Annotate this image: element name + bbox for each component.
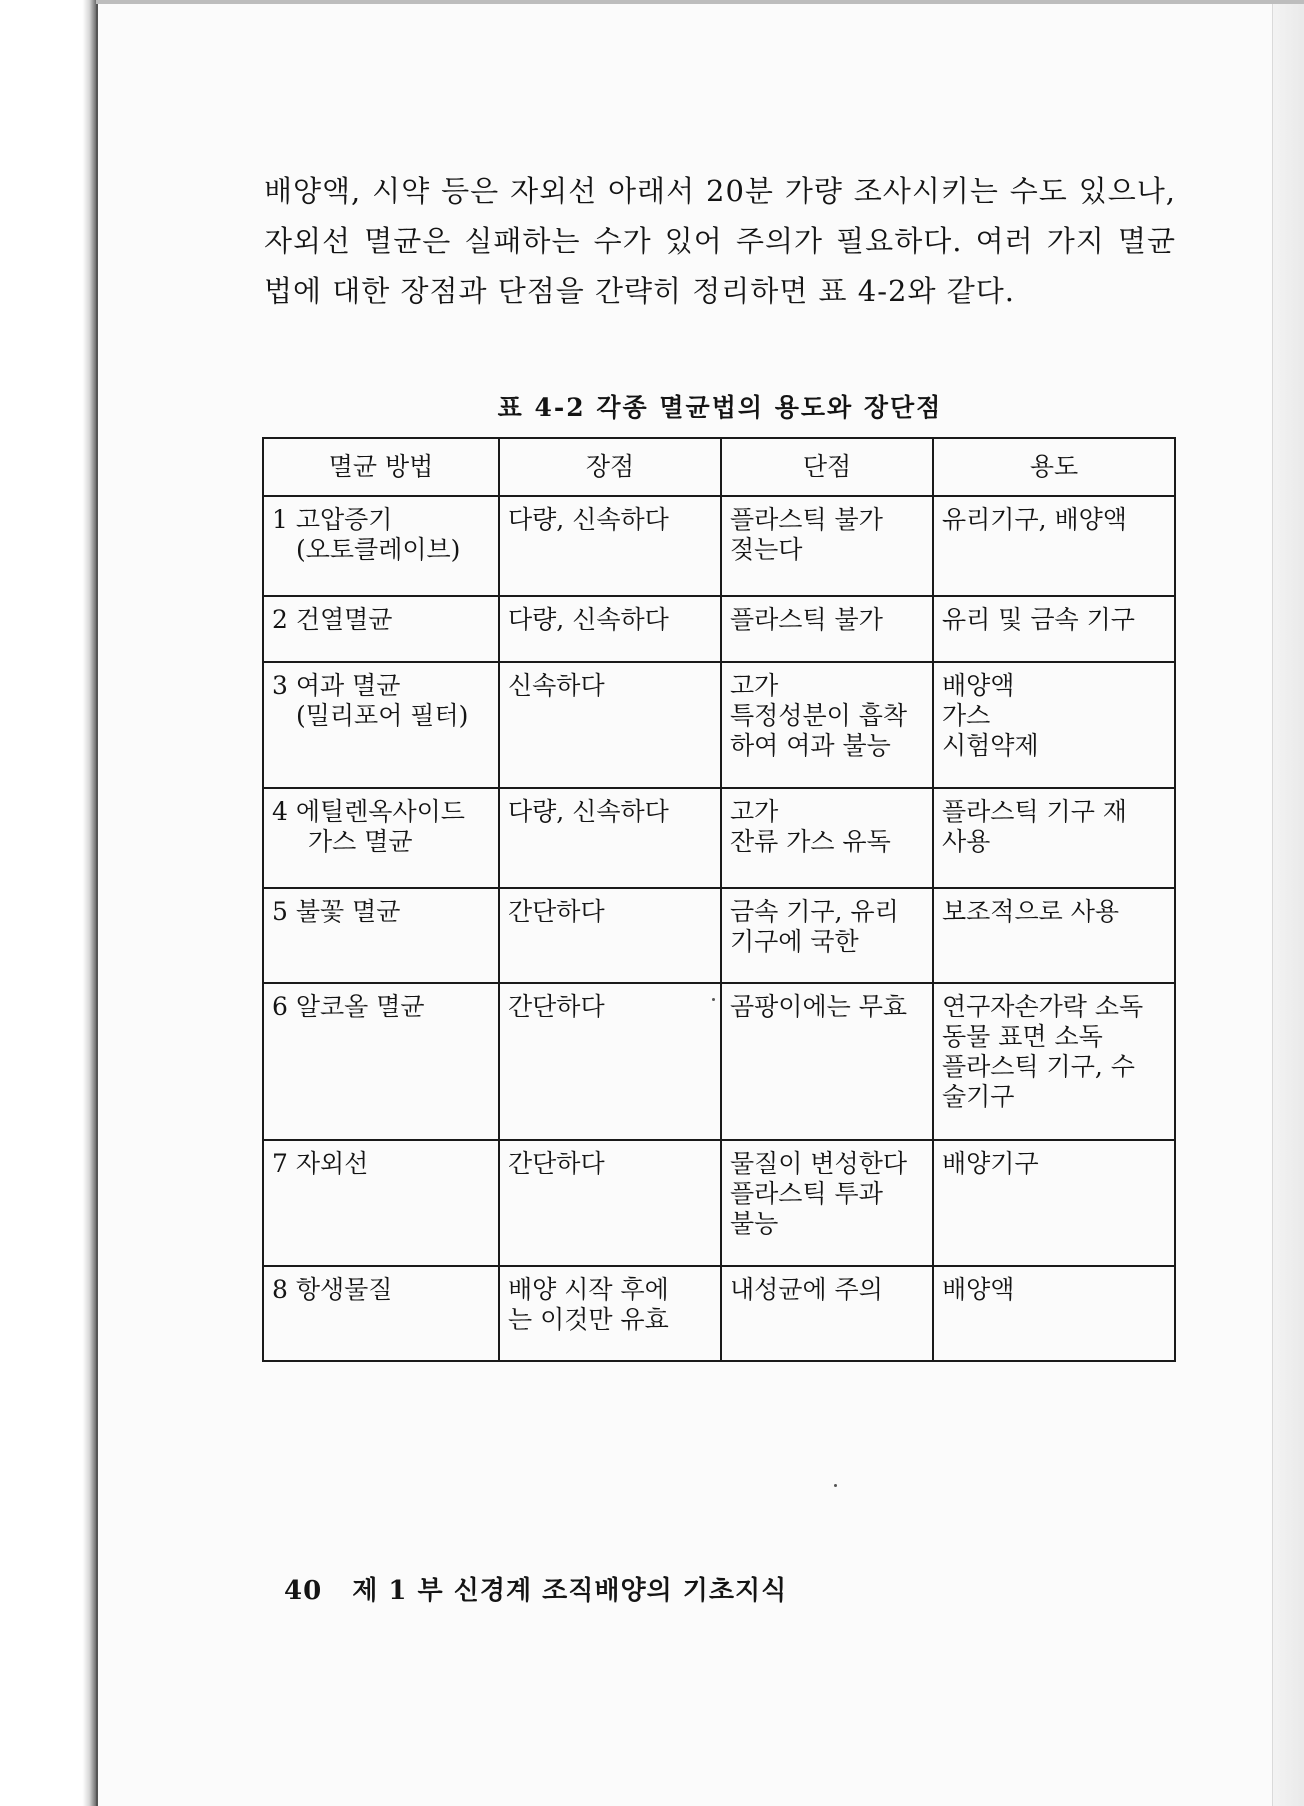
cons-cell: 곰팡이에는 무효 — [721, 983, 933, 1140]
page-binding-shadow — [0, 0, 96, 1806]
uses-cell: 유리기구, 배양액 — [933, 496, 1175, 596]
table-row — [263, 1266, 1175, 1361]
pros-cell: 신속하다 — [499, 662, 721, 788]
pros-cell: 간단하다 — [499, 1140, 721, 1266]
method-name: 4 에틸렌옥사이드 — [272, 797, 465, 826]
cons-cell: 플라스틱 불가 젖는다 — [721, 496, 933, 596]
body-paragraph: 배양액, 시약 등은 자외선 아래서 20분 가량 조사시키는 수도 있으나, 자외선 멸균은 실패하는 수가 있어 주의가 필요하다. 여러 가지 멸균법에 대한 장점과 단점을 간략히 정리하면 표 4-2와 같다. — [264, 174, 1176, 308]
method-cell — [263, 788, 499, 888]
cons-cell: 고가 잔류 가스 유독 — [721, 788, 933, 888]
table-row — [263, 1140, 1175, 1266]
method-name: 5 불꽃 멸균 — [272, 897, 401, 926]
header-method: 멸균 방법 — [263, 438, 499, 496]
page-footer — [284, 1570, 787, 1607]
sterilization-table — [262, 437, 1176, 1362]
header-pros: 장점 — [499, 438, 721, 496]
scan-speck — [834, 1484, 837, 1487]
pros-cell: 간단하다 — [499, 983, 721, 1140]
header-cons: 단점 — [721, 438, 933, 496]
method-cell — [263, 496, 499, 596]
uses-cell: 유리 및 금속 기구 — [933, 596, 1175, 662]
table-row — [263, 888, 1175, 983]
table-caption: 표 4-2 각종 멸균법의 용도와 장단점 — [497, 393, 943, 422]
header-uses: 용도 — [933, 438, 1175, 496]
cons-cell: 물질이 변성한다 플라스틱 투과 불능 — [721, 1140, 933, 1266]
table-row — [263, 596, 1175, 662]
method-cell — [263, 1266, 499, 1361]
method-name: 8 항생물질 — [272, 1275, 393, 1304]
method-cell — [263, 662, 499, 788]
method-name: 2 건열멸균 — [272, 605, 393, 634]
uses-cell: 보조적으로 사용 — [933, 888, 1175, 983]
method-subname: (밀리포어 필터) — [296, 701, 469, 730]
table-row — [263, 983, 1175, 1140]
uses-cell: 플라스틱 기구 재 사용 — [933, 788, 1175, 888]
cons-cell: 금속 기구, 유리 기구에 국한 — [721, 888, 933, 983]
page-top-edge — [96, 0, 1304, 4]
pros-cell: 다량, 신속하다 — [499, 496, 721, 596]
uses-cell: 배양액 가스 시험약제 — [933, 662, 1175, 788]
page-number: 40 — [284, 1576, 323, 1606]
running-title: 제 1 부 신경계 조직배양의 기초지식 — [352, 1576, 788, 1606]
uses-cell: 배양기구 — [933, 1140, 1175, 1266]
method-name: 7 자외선 — [272, 1149, 369, 1178]
method-cell — [263, 1140, 499, 1266]
scan-speck — [712, 998, 715, 1001]
table-row — [263, 788, 1175, 888]
pros-cell: 배양 시작 후에 는 이것만 유효 — [499, 1266, 721, 1361]
pros-cell: 다량, 신속하다 — [499, 788, 721, 888]
method-name: 3 여과 멸균 — [272, 671, 401, 700]
method-subname: (오토클레이브) — [296, 535, 461, 564]
method-name: 6 알코올 멸균 — [272, 992, 425, 1021]
table-header-row — [263, 438, 1175, 496]
cons-cell: 내성균에 주의 — [721, 1266, 933, 1361]
method-cell — [263, 888, 499, 983]
cons-cell: 플라스틱 불가 — [721, 596, 933, 662]
method-subname: 가스 멸균 — [308, 827, 413, 856]
page-right-edge — [1272, 0, 1304, 1806]
method-name: 1 고압증기 — [272, 505, 393, 534]
pros-cell: 간단하다 — [499, 888, 721, 983]
uses-cell: 배양액 — [933, 1266, 1175, 1361]
pros-cell: 다량, 신속하다 — [499, 596, 721, 662]
method-cell — [263, 596, 499, 662]
uses-cell: 연구자손가락 소독 동물 표면 소독 플라스틱 기구, 수 술기구 — [933, 983, 1175, 1140]
cons-cell: 고가 특정성분이 흡착 하여 여과 불능 — [721, 662, 933, 788]
table-row — [263, 496, 1175, 596]
table-row — [263, 662, 1175, 788]
method-cell — [263, 983, 499, 1140]
